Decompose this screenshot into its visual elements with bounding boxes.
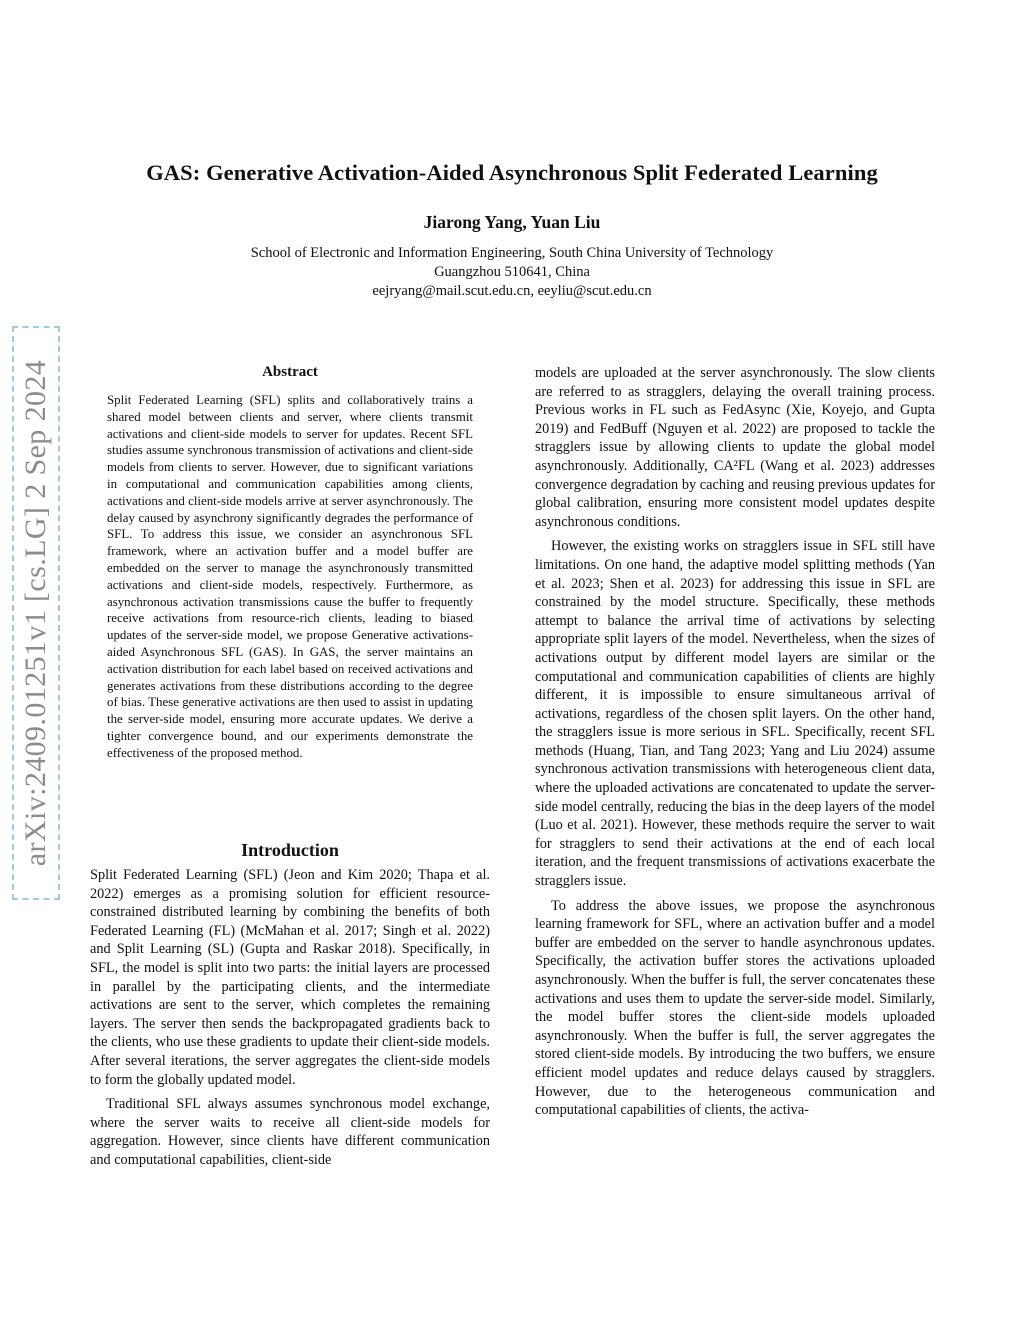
arxiv-sidebar-stamp (12, 326, 60, 900)
affiliation (0, 244, 1024, 301)
paper-authors: Jiarong Yang, Yuan Liu (423, 212, 601, 232)
introduction-left-column (90, 866, 490, 1176)
abstract-heading: Abstract (262, 364, 318, 380)
paragraph: models are uploaded at the server asynchronously. The slow clients are referred to as stragglers, delaying the overall training process. Previous works in FL such as FedAsync (Xie, Koyejo, and Gupta 2019) and FedBuff (Nguyen et al. 2022) are proposed to tackle the stragglers issue by allowing clients to update the global model asynchronously. Additionally, CA²FL (Wang et al. 2023) addresses convergence degradation by caching and reusing previous updates for global calibration, ensuring more consistent model updates despite asynchronous conditions. (535, 365, 935, 530)
paragraph: Split Federated Learning (SFL) (Jeon and Kim 2020; Thapa et al. 2022) emerges as a promising solution for efficient resource-constrained distributed learning by combining the benefits of both Federated Learning (FL) (McMahan et al. 2017; Singh et al. 2022) and Split Learning (SL) (Gupta and Raskar 2018). Specifically, in SFL, the model is split into two parts: the initial layers are processed in parallel by the participating clients, and the intermediate activations are sent to the server, which completes the remaining layers. The server then sends the backpropagated gradients back to the clients, who use these gradients to update their client-side models. After several iterations, the server aggregates the client-side models to form the globally updated model. (90, 867, 490, 1088)
affiliation-emails: eejryang@mail.scut.edu.cn, eeyliu@scut.edu.cn (372, 283, 652, 299)
affiliation-institution: School of Electronic and Information Engineering, South China University of Technology (250, 245, 774, 261)
paragraph: To address the above issues, we propose the asynchronous learning framework for SFL, where an activation buffer and a model buffer are embedded on the server to handle asynchronous updates. Specifically, the activation buffer stores the activations uploaded asynchronously. When the buffer is full, the server concatenates these activations and uses them to update the server-side model. Similarly, the model buffer stores the client-side models uploaded asynchronously. When the buffer is full, the server aggregates the stored client-side models. By introducing the two buffers, we ensure efficient model updates and reduce delays caused by stragglers. However, due to the heterogeneous communication and computational capabilities of clients, the activa- (535, 897, 935, 1119)
introduction-right-column (535, 364, 935, 1126)
paragraph: Traditional SFL always assumes synchronous model exchange, where the server waits to receive all client-side models for aggregation. However, since clients have different communication and computational capabilities, client-side (90, 1096, 490, 1168)
affiliation-city: Guangzhou 510641, China (434, 264, 590, 280)
introduction-heading: Introduction (241, 840, 339, 860)
paragraph: However, the existing works on stragglers issue in SFL still have limitations. On one hand, the adaptive model splitting methods (Yan et al. 2023; Shen et al. 2023) for addressing this issue in SFL are constrained by the model structure. Specifically, these methods attempt to balance the arrival time of activations by selecting appropriate split layers of the model. Nevertheless, when the sizes of activations output by different model layers are similar or the computational and communication capabilities of clients are highly different, it is impossible to ensure simultaneous arrival of activations, regardless of the chosen split layers. On the other hand, the stragglers issue is more serious in SFL. Specifically, recent SFL methods (Huang, Tian, and Tang 2023; Yang and Liu 2024) assume synchronous activation transmissions with heterogeneous client data, where the uploaded activations are concatenated to update the server-side model centrally, reducing the bias in the deep layers of the model (Luo et al. 2021). However, these methods require the server to wait for stragglers to send their activations at the end of each local iteration, and the frequent transmissions of activations exacerbate the stragglers issue. (535, 538, 935, 890)
abstract-body: Split Federated Learning (SFL) splits and collaboratively trains a shared model between clients and server, where clients transmit activations and client-side models to server for updates. Recent SFL studies assume synchronous transmission of activations and client-side models from clients to server. However, due to significant variations in computational and communication capabilities among clients, activations and client-side models arrive at server asynchronously. The delay caused by asynchrony significantly degrades the performance of SFL. To address this issue, we consider an asynchronous SFL framework, where an activation buffer and a model buffer are embedded on the server to manage the asynchronously transmitted activations and client-side models, respectively. Furthermore, as asynchronous activation transmissions cause the buffer to frequently receive activations from resource-rich clients, leading to biased updates of the server-side model, we propose Generative activations-aided Asynchronous SFL (GAS). In GAS, the server maintains an activation distribution for each label based on received activations and generates activations from these distributions according to the degree of bias. These generative activations are then used to assist in updating the server-side model, ensuring more accurate updates. We derive a tighter convergence bound, and our experiments demonstrate the effectiveness of the proposed method. (107, 393, 473, 760)
arxiv-identifier: arXiv:2409.01251v1 [cs.LG] 2 Sep 2024 (19, 359, 52, 867)
paper-title: GAS: Generative Activation-Aided Asynchronous Split Federated Learning (146, 160, 878, 185)
